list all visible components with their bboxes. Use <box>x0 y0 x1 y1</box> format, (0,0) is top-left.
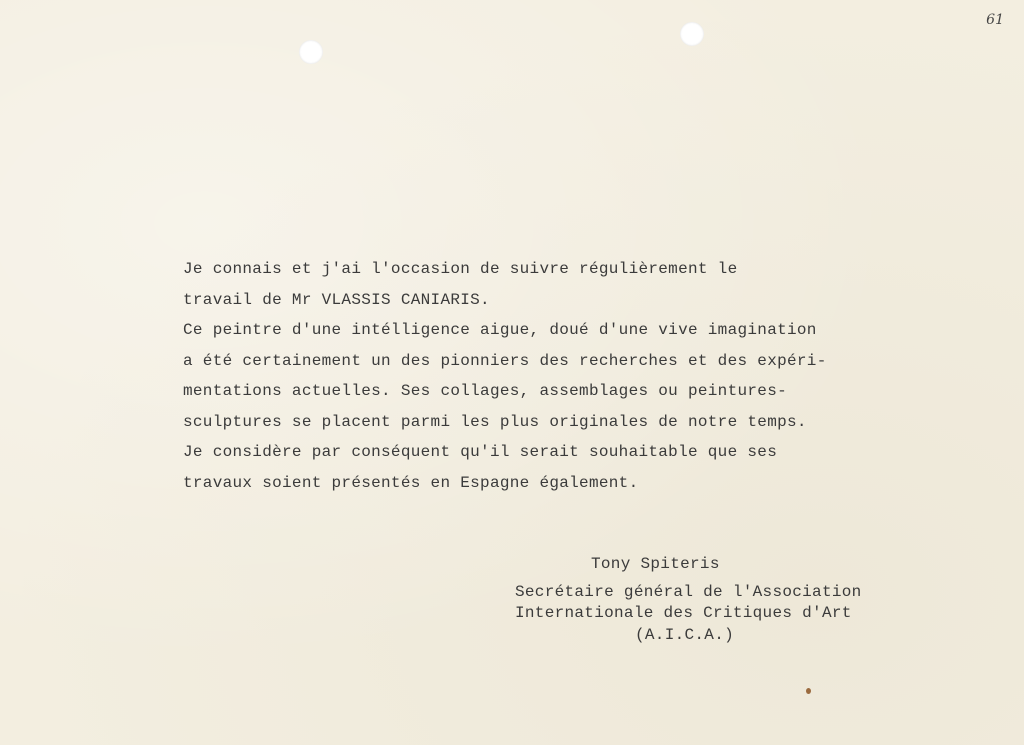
punch-hole-left <box>299 40 323 64</box>
handwritten-page-number: 61 <box>986 12 1004 28</box>
body-line: Ce peintre d'une intélligence aigue, doué d'une vive imagination <box>183 321 817 339</box>
paper-stain <box>806 688 811 694</box>
body-line: sculptures se placent parmi les plus originales de notre temps. <box>183 412 807 431</box>
body-line: Je connais et j'ai l'occasion de suivre régulièrement le <box>183 260 738 278</box>
signature-block <box>515 550 935 646</box>
letter-body <box>183 254 923 498</box>
body-line: travail de Mr VLASSIS CANIARIS. <box>183 290 490 309</box>
body-line: travaux soient présentés en Espagne également. <box>183 473 639 492</box>
signatory-title-line-1: Secrétaire général de l'Association <box>515 583 862 601</box>
body-line: Je considère par conséquent qu'il serait souhaitable que ses <box>183 443 778 461</box>
signatory-name: Tony Spiteris <box>591 555 720 573</box>
body-line: mentations actuelles. Ses collages, assemblages ou peintures- <box>183 382 787 400</box>
body-line: a été certainement un des pionniers des recherches et des expéri- <box>183 351 827 370</box>
signatory-title-line-2: Internationale des Critiques d'Art <box>515 604 852 622</box>
punch-hole-right <box>680 22 704 46</box>
organization-abbreviation: (A.I.C.A.) <box>635 626 735 644</box>
